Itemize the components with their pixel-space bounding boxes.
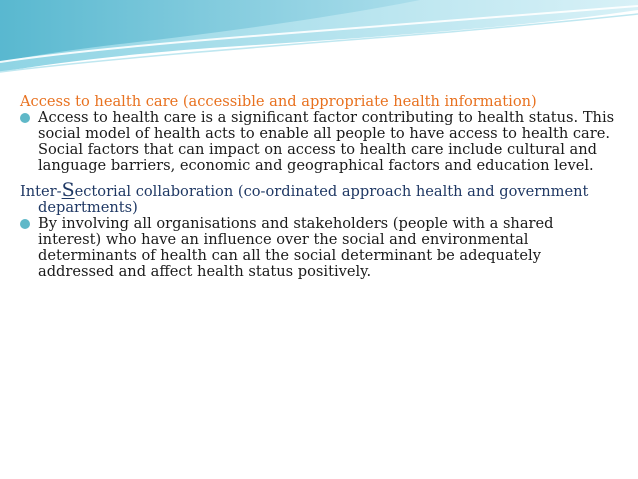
decorative-wave-header [0, 0, 638, 80]
bullet-dot-icon [20, 113, 30, 123]
slide-content [20, 94, 620, 280]
bullet-dot-icon [20, 219, 30, 229]
heading-prefix: Inter- [20, 183, 62, 200]
bullet-text-intersectorial: By involving all organisations and stakeholders (people with a shared interest) who have an influence over the social and environmental determinants of health can all the social determinant be adequately addressed and affect health status positively. [38, 215, 554, 280]
heading-cap-letter: S [61, 179, 75, 201]
section-heading-access: Access to health care (accessible and appropriate health information) [20, 93, 537, 110]
bullet-intersectorial [20, 216, 620, 280]
bullet-text-access: Access to health care is a significant factor contributing to health status. This social model of health acts to enable all people to have access to health care. Social factors that can impact on access to health care include cultural and language barriers, economic and geographical factors and education level. [38, 109, 615, 174]
bullet-access [20, 110, 620, 174]
section-heading-intersectorial [20, 179, 620, 216]
heading-rest: ectorial collaboration (co-ordinated approach health and government departments) [38, 183, 589, 216]
